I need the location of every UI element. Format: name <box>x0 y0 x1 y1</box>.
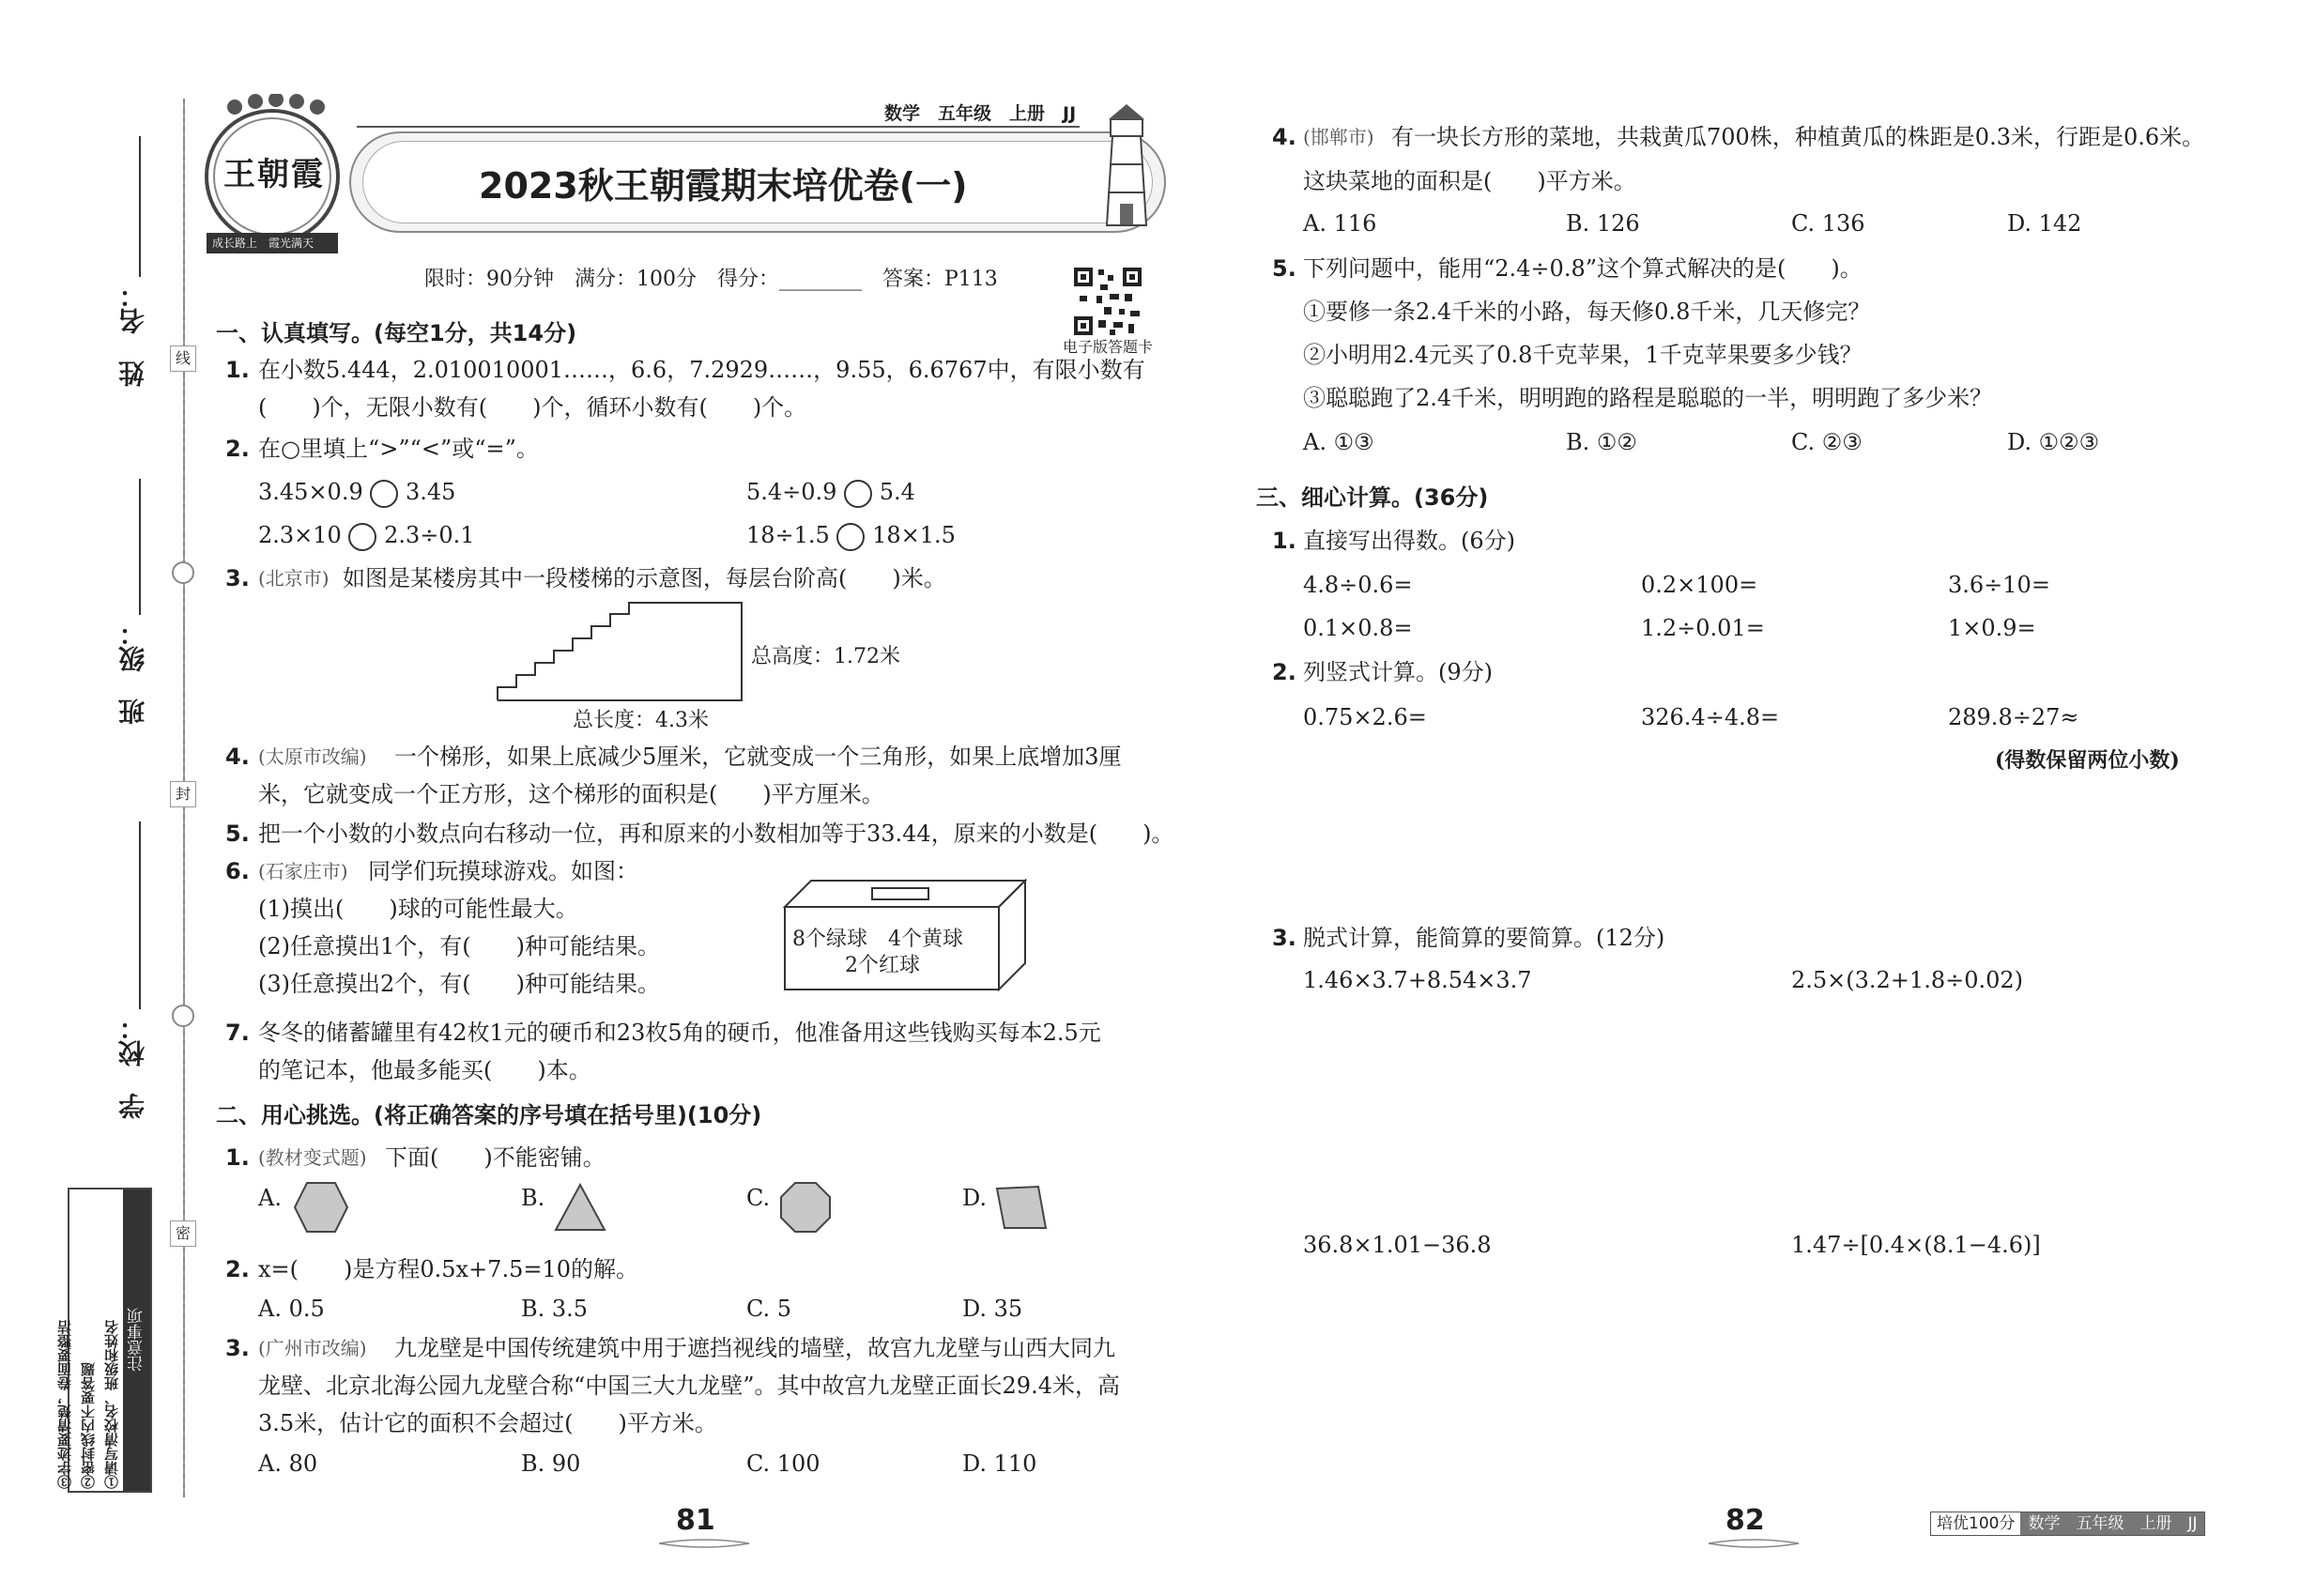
page-number-right: 82 <box>1725 1504 1765 1537</box>
staircase-length-label: 总长度：4.3米 <box>573 709 709 732</box>
notes-item-2: ②密封线内不要答题 <box>80 1362 97 1489</box>
q1-7-number: 7. <box>225 1020 250 1046</box>
q2-2-option-d[interactable]: D. 35 <box>962 1296 1023 1322</box>
compare-circle-1[interactable] <box>370 480 398 508</box>
q2-1-option-d[interactable]: D. <box>962 1185 988 1211</box>
compare-c: 5.4÷0.9 <box>746 479 837 505</box>
notes-title: 注意事项 <box>123 1189 150 1491</box>
q2-1-text: 下面( )不能密铺。 <box>385 1144 606 1171</box>
q1-5-number: 5. <box>225 821 250 847</box>
q2-3-text-2: 龙壁、北京北海公园九龙壁合称“中国三大九龙壁”。其中故宫九龙壁正面长29.4米，高 <box>258 1373 1120 1399</box>
compare-h: 18×1.5 <box>872 522 956 548</box>
calc-2: 0.2×100= <box>1641 572 1758 598</box>
q1-7-text-2: 的笔记本，他最多能买( )本。 <box>258 1057 591 1083</box>
calc-4: 0.1×0.8= <box>1303 615 1413 641</box>
q2-1-option-a[interactable]: A. <box>258 1185 282 1211</box>
subject-line: 数学 五年级 上册 JJ <box>884 103 1077 124</box>
page-flourish-left-icon <box>657 1536 751 1551</box>
q2-5-b: ②小明用2.4元买了0.8千克苹果，1千克苹果要多少钱？ <box>1303 342 1863 368</box>
seal-mark-2: 封 <box>170 781 196 807</box>
q2-3-number: 3. <box>225 1335 250 1361</box>
hexagon-icon <box>293 1179 349 1235</box>
q1-2-number: 2. <box>225 436 250 462</box>
compare-e: 2.3×10 <box>258 522 342 548</box>
q1-4-text: 一个梯形，如果上底减少5厘米，它就变成一个三角形，如果上底增加3厘 <box>394 744 1122 770</box>
compare-row-1-right <box>746 477 915 508</box>
vertical-calc-2: 326.4÷4.8= <box>1641 704 1780 730</box>
q1-7-text: 冬冬的储蓄罐里有42枚1元的硬币和23枚5角的硬币，他准备用这些钱购买每本2.5元 <box>258 1020 1101 1046</box>
q1-6-b: (2)任意摸出1个，有( )种可能结果。 <box>258 933 660 959</box>
q1-3-tag: (北京市) <box>258 567 330 590</box>
q1-4-tag: (太原市改编) <box>258 745 367 768</box>
rounding-note: (得数保留两位小数) <box>1995 748 2180 773</box>
ball-box-text-1: 8个绿球 4个黄球 <box>792 928 963 951</box>
seal-dot-2 <box>172 1005 194 1027</box>
page-number-left: 81 <box>676 1504 715 1537</box>
page-title: 2023秋王朝霞期末培优卷(一) <box>479 165 968 207</box>
q2-4-number: 4. <box>1272 124 1296 150</box>
series-name: 培优100分 <box>1931 1512 2020 1535</box>
q3-2-text: 列竖式计算。(9分) <box>1303 659 1493 685</box>
q2-1-number: 1. <box>225 1144 250 1171</box>
q2-2-option-a[interactable]: A. 0.5 <box>258 1296 325 1322</box>
class-label: 班 级： <box>117 620 148 725</box>
compare-f: 2.3÷0.1 <box>384 522 475 548</box>
parallelogram-icon <box>995 1185 1048 1230</box>
q1-2-text: 在○里填上“>”“<”或“=”。 <box>258 436 539 462</box>
q2-1-option-c[interactable]: C. <box>746 1185 771 1211</box>
q2-3-option-c[interactable]: C. 100 <box>746 1450 820 1477</box>
qr-caption: 电子版答题卡 <box>1063 338 1154 356</box>
q3-1-number: 1. <box>1272 528 1296 554</box>
q1-1-text: 在小数5.444，2.010010001……，6.6，7.2929……，9.55，6.6767中，有限小数有 <box>258 357 1145 383</box>
triangle-icon <box>554 1183 606 1232</box>
q2-5-option-d[interactable]: D. ①②③ <box>2007 429 2100 455</box>
q2-4-option-b[interactable]: B. 126 <box>1566 210 1640 237</box>
q2-3-option-b[interactable]: B. 90 <box>521 1450 581 1477</box>
q1-5-text: 把一个小数的小数点向右移动一位，再和原来的小数相加等于33.44，原来的小数是( )。 <box>258 821 1174 847</box>
series-tail: 数学 五年级 上册 JJ <box>2020 1512 2204 1535</box>
compare-a: 3.45×0.9 <box>258 479 363 505</box>
q2-3-option-a[interactable]: A. 80 <box>258 1450 318 1477</box>
q2-5-a: ①要修一条2.4千米的小路，每天修0.8千米，几天修完？ <box>1303 299 1871 325</box>
qr-code-icon[interactable] <box>1072 266 1143 337</box>
q2-5-option-c[interactable]: C. ②③ <box>1791 429 1863 455</box>
name-label: 姓 名： <box>117 282 148 387</box>
ball-box-text-2: 2个红球 <box>845 954 920 977</box>
q3-1-text: 直接写出得数。(6分) <box>1303 528 1515 554</box>
compare-circle-4[interactable] <box>836 523 865 551</box>
vertical-calc-1: 0.75×2.6= <box>1303 704 1427 730</box>
seal-mark-1: 线 <box>170 345 196 372</box>
q1-1-number: 1. <box>225 357 250 383</box>
q2-3-text: 九龙壁是中国传统建筑中用于遮挡视线的墙壁，故宫九龙壁与山西大同九 <box>394 1335 1115 1361</box>
q2-4-option-d[interactable]: D. 142 <box>2007 210 2082 237</box>
q1-6-text: 同学们玩摸球游戏。如图： <box>368 858 638 884</box>
q1-4-text-2: 米，它就变成一个正方形，这个梯形的面积是( )平方厘米。 <box>258 781 884 807</box>
stepwise-calc-1: 1.46×3.7+8.54×3.7 <box>1303 967 1532 993</box>
name-field[interactable] <box>139 136 141 277</box>
q1-1-text-2: ( )个，无限小数有( )个，循环小数有( )个。 <box>258 394 807 421</box>
lighthouse-icon <box>1084 99 1169 230</box>
q2-5-number: 5. <box>1272 255 1296 282</box>
compare-b: 3.45 <box>406 479 456 505</box>
q1-3-number: 3. <box>225 565 250 591</box>
section3-title: 三、细心计算。(36分) <box>1256 484 1489 511</box>
calc-6: 1×0.9= <box>1948 615 2036 641</box>
seal-mark-3: 密 <box>170 1220 196 1247</box>
stepwise-calc-3: 36.8×1.01−36.8 <box>1303 1232 1492 1258</box>
compare-row-2-left <box>258 520 475 551</box>
subject-underline <box>357 126 1080 128</box>
compare-d: 5.4 <box>879 479 915 505</box>
q2-4-option-c[interactable]: C. 136 <box>1791 210 1865 237</box>
q2-5-option-a[interactable]: A. ①③ <box>1303 429 1374 455</box>
calc-3: 3.6÷10= <box>1948 572 2050 598</box>
q2-4-text: 有一块长方形的菜地，共栽黄瓜700株，种植黄瓜的株距是0.3米，行距是0.6米。 <box>1391 124 2205 150</box>
notes-item-3: ③字迹要清楚，卷面要整洁 <box>56 1320 73 1489</box>
q2-5-text: 下列问题中，能用“2.4÷0.8”这个算式解决的是( )。 <box>1303 255 1863 282</box>
compare-g: 18÷1.5 <box>746 522 830 548</box>
q2-1-tag: (教材变式题) <box>258 1146 367 1169</box>
staircase-diagram <box>496 601 749 704</box>
notes-box <box>56 1188 152 1493</box>
q2-2-option-b[interactable]: B. 3.5 <box>521 1296 589 1322</box>
stepwise-calc-2: 2.5×(3.2+1.8÷0.02) <box>1791 967 2023 993</box>
q2-2-text: x=( )是方程0.5x+7.5=10的解。 <box>258 1256 638 1282</box>
q2-5-c: ③聪聪跑了2.4千米，明明跑的路程是聪聪的一半，明明跑了多少米？ <box>1303 385 1993 411</box>
class-field[interactable] <box>139 479 141 615</box>
q2-2-number: 2. <box>225 1256 250 1282</box>
exam-meta: 限时：90分钟 满分：100分 得分：________ 答案：P113 <box>424 268 998 291</box>
q3-3-number: 3. <box>1272 925 1296 951</box>
q2-3-option-d[interactable]: D. 110 <box>962 1450 1037 1477</box>
logo-text: 王朝霞 <box>223 156 325 193</box>
section2-title: 二、用心挑选。(将正确答案的序号填在括号里)(10分) <box>216 1102 762 1128</box>
seal-dot-1 <box>172 561 194 584</box>
compare-circle-2[interactable] <box>844 480 872 508</box>
logo-ribbon: 成长路上 霞光满天 <box>212 237 314 250</box>
q2-3-tag: (广州市改编) <box>258 1337 367 1359</box>
compare-row-1-left <box>258 477 455 508</box>
octagon-icon <box>779 1181 832 1234</box>
calc-5: 1.2÷0.01= <box>1641 615 1765 641</box>
school-field[interactable] <box>139 821 141 1009</box>
q1-6-number: 6. <box>225 858 250 884</box>
page-flourish-right-icon <box>1707 1536 1801 1551</box>
notes-item-1: ①请写清校名、班级和姓名 <box>103 1320 120 1489</box>
compare-row-2-right <box>746 520 956 551</box>
q3-3-text: 脱式计算，能简算的要简算。(12分) <box>1303 925 1665 951</box>
q3-2-number: 2. <box>1272 659 1296 685</box>
q2-4-option-a[interactable]: A. 116 <box>1303 210 1377 237</box>
stepwise-calc-4: 1.47÷[0.4×(8.1−4.6)] <box>1791 1232 2041 1258</box>
q2-2-option-c[interactable]: C. 5 <box>746 1296 792 1322</box>
compare-circle-3[interactable] <box>348 523 376 551</box>
q2-3-text-3: 3.5米，估计它的面积不会超过( )平方米。 <box>258 1410 717 1436</box>
q1-6-a: (1)摸出( )球的可能性最大。 <box>258 896 578 922</box>
q1-3-text: 如图是某楼房其中一段楼梯的示意图，每层台阶高( )米。 <box>343 565 946 591</box>
q1-6-tag: (石家庄市) <box>258 860 348 882</box>
section1-title: 一、认真填写。(每空1分，共14分) <box>216 320 577 346</box>
vertical-calc-3: 289.8÷27≈ <box>1948 704 2079 730</box>
calc-1: 4.8÷0.6= <box>1303 572 1413 598</box>
q1-4-number: 4. <box>225 744 250 770</box>
staircase-height-label: 总高度：1.72米 <box>751 645 900 668</box>
q2-4-text-2: 这块菜地的面积是( )平方米。 <box>1303 168 1636 194</box>
q2-4-tag: (邯郸市) <box>1303 126 1374 148</box>
q2-1-option-b[interactable]: B. <box>521 1185 545 1211</box>
q2-5-option-b[interactable]: B. ①② <box>1566 429 1637 455</box>
q1-6-c: (3)任意摸出2个，有( )种可能结果。 <box>258 971 660 997</box>
school-label: 学 校： <box>117 1014 148 1119</box>
series-badge <box>1930 1512 2205 1536</box>
